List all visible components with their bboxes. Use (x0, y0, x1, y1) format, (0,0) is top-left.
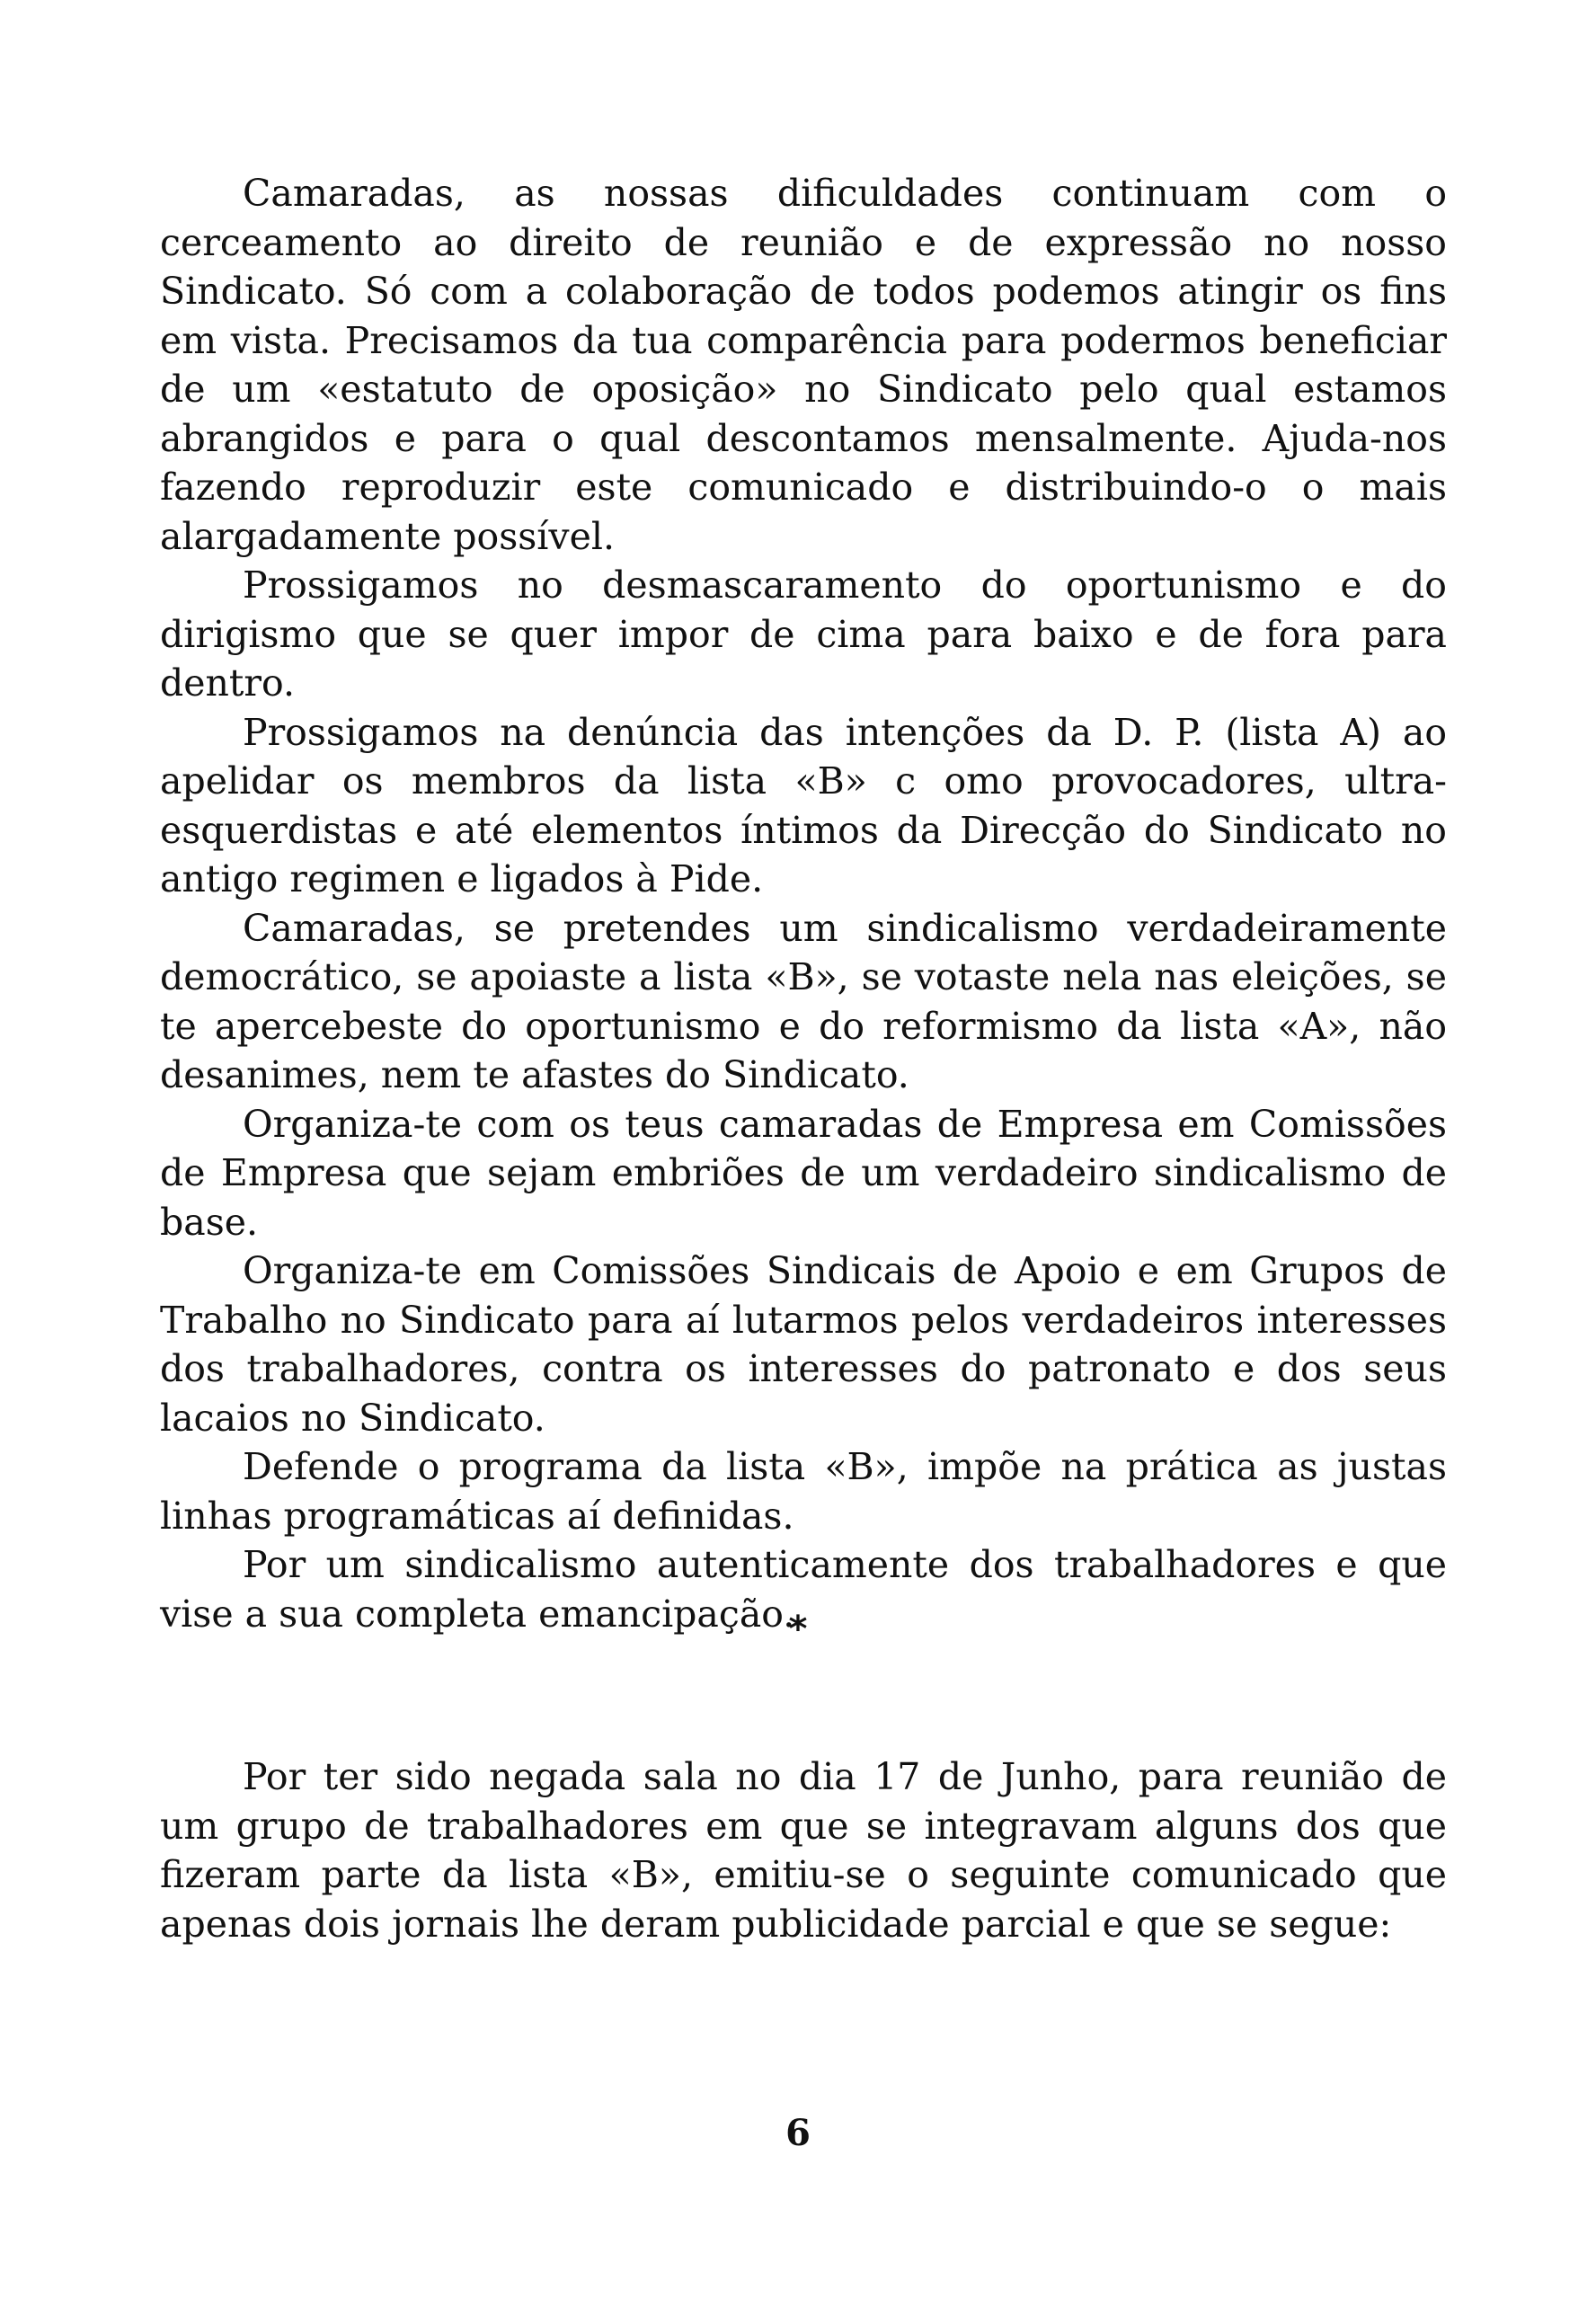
paragraph-7: Defende o programa da lista «B», impõe na prática as justas linhas programáticas aí definidas. (160, 1445, 1447, 1538)
paragraph-8: Por um sindicalismo autenticamente dos trabalhadores e que vise a sua completa emancipação. (160, 1543, 1447, 1636)
paragraph-4: Camaradas, se pretendes um sindicalismo verdadeiramente democrático, se apoiaste a lista «B», se votaste nela nas eleições, se te apercebeste do oportunismo e do reformismo da lista «A», não desanimes, nem te afastes do Sindicato. (160, 906, 1447, 1096)
paragraph-6: Organiza-te em Comissões Sindicais de Apoio e em Grupos de Trabalho no Sindicato para aí lutarmos pelos verdadeiros interesses dos trabalhadores, contra os interesses do patronato e dos seus lacaios no Sindicato. (160, 1249, 1447, 1440)
paragraph-1: Camaradas, as nossas dificuldades continuam com o cerceamento ao direito de reunião e de expressão no nosso Sindicato. Só com a colaboração de todos podemos atingir os fins em vista. Precisamos da tua comparência para podermos beneficiar de um «estatuto de oposição» no Sindicato pelo qual estamos abrangidos e para o qual descontamos mensalmente. Ajuda-nos fazendo reproduzir este comunicado e distribuindo-o o mais alargadamente possível. (160, 172, 1447, 558)
paragraph-9: Por ter sido negada sala no dia 17 de Junho, para reunião de um grupo de trabalhadores em que se integravam alguns dos que fizeram parte da lista «B», emitiu-se o seguinte comunicado que apenas dois jornais lhe deram publicidade parcial e que se segue: (160, 1755, 1447, 1946)
page-number: 6 (785, 2112, 811, 2154)
paragraph-5: Organiza-te com os teus camaradas de Empresa em Comissões de Empresa que sejam embriões de um verdadeiro sindicalismo de base. (160, 1102, 1447, 1244)
text-section-1 (160, 169, 1447, 1638)
text-section-2 (160, 1752, 1447, 1948)
paragraph-3: Prossigamos na denúncia das intenções da D. P. (lista A) ao apelidar os membros da lista «B» c omo provocadores, ultra-esquerdistas e até elementos íntimos da Direcção do Sindicato no antigo regimen e ligados à Pide. (160, 710, 1447, 900)
paragraph-2: Prossigamos no desmascaramento do oportunismo e do dirigismo que se quer impor de cima para baixo e de fora para dentro. (160, 563, 1447, 705)
section-separator: * (788, 1609, 808, 1650)
